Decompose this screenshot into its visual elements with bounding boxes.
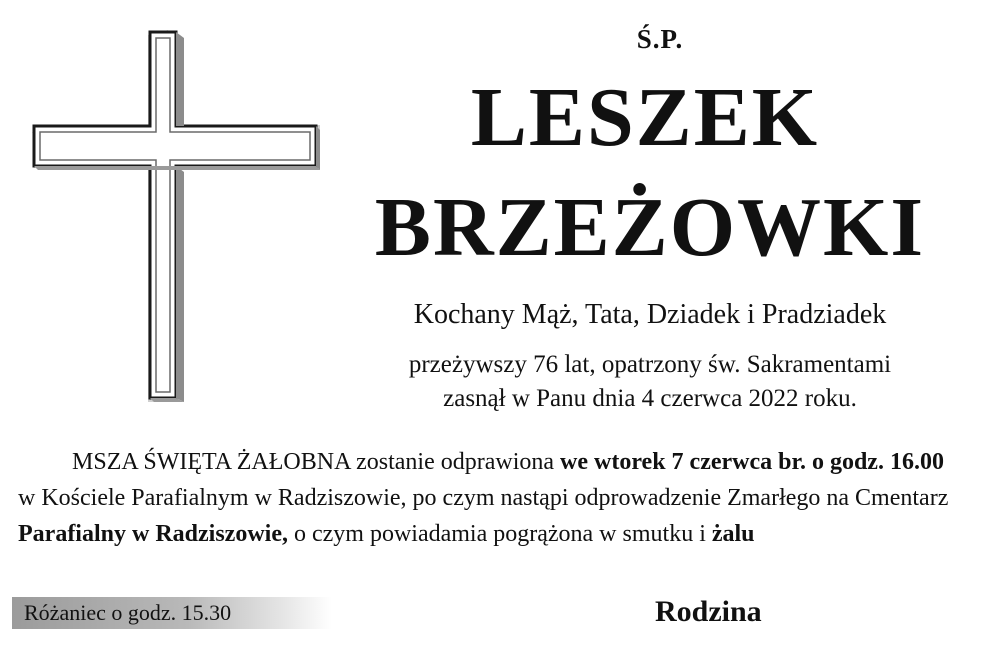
rosary-time: Różaniec o godz. 15.30 (24, 600, 232, 625)
age-sacraments-line: przeżywszy 76 lat, opatrzony św. Sakramentami (408, 351, 892, 378)
mass-line-1 (18, 444, 978, 480)
mass-line-3 (18, 516, 978, 552)
deceased-last-name: BRZEŻOWKI (374, 181, 926, 274)
mass-closing-text: o czym powiadamia pogrążona w smutku i (287, 521, 712, 547)
mass-text: zostanie odprawiona (350, 449, 561, 475)
deceased-first-name: LESZEK (470, 71, 820, 164)
funeral-mass-paragraph (18, 444, 978, 552)
cemetery-name: Parafialny w Radziszowie, (18, 521, 288, 547)
signature-family: Rodzina (655, 595, 762, 628)
mass-line-2: w Kościele Parafialnym w Radziszowie, po czym nastąpi odprowadzenie Zmarłego na Cmentarz (18, 485, 949, 511)
deceased-prefix: Ś.P. (636, 24, 684, 54)
mass-title: MSZA ŚWIĘTA ŻAŁOBNA (72, 449, 351, 475)
mass-date-time: we wtorek 7 czerwca br. o godz. 16.00 (560, 449, 944, 475)
cross-icon (28, 30, 320, 402)
death-date-line: zasnął w Panu dnia 4 czerwca 2022 roku. (443, 385, 857, 412)
mass-closing-word: żalu (711, 521, 755, 547)
family-relation-line: Kochany Mąż, Tata, Dziadek i Pradziadek (413, 299, 887, 330)
